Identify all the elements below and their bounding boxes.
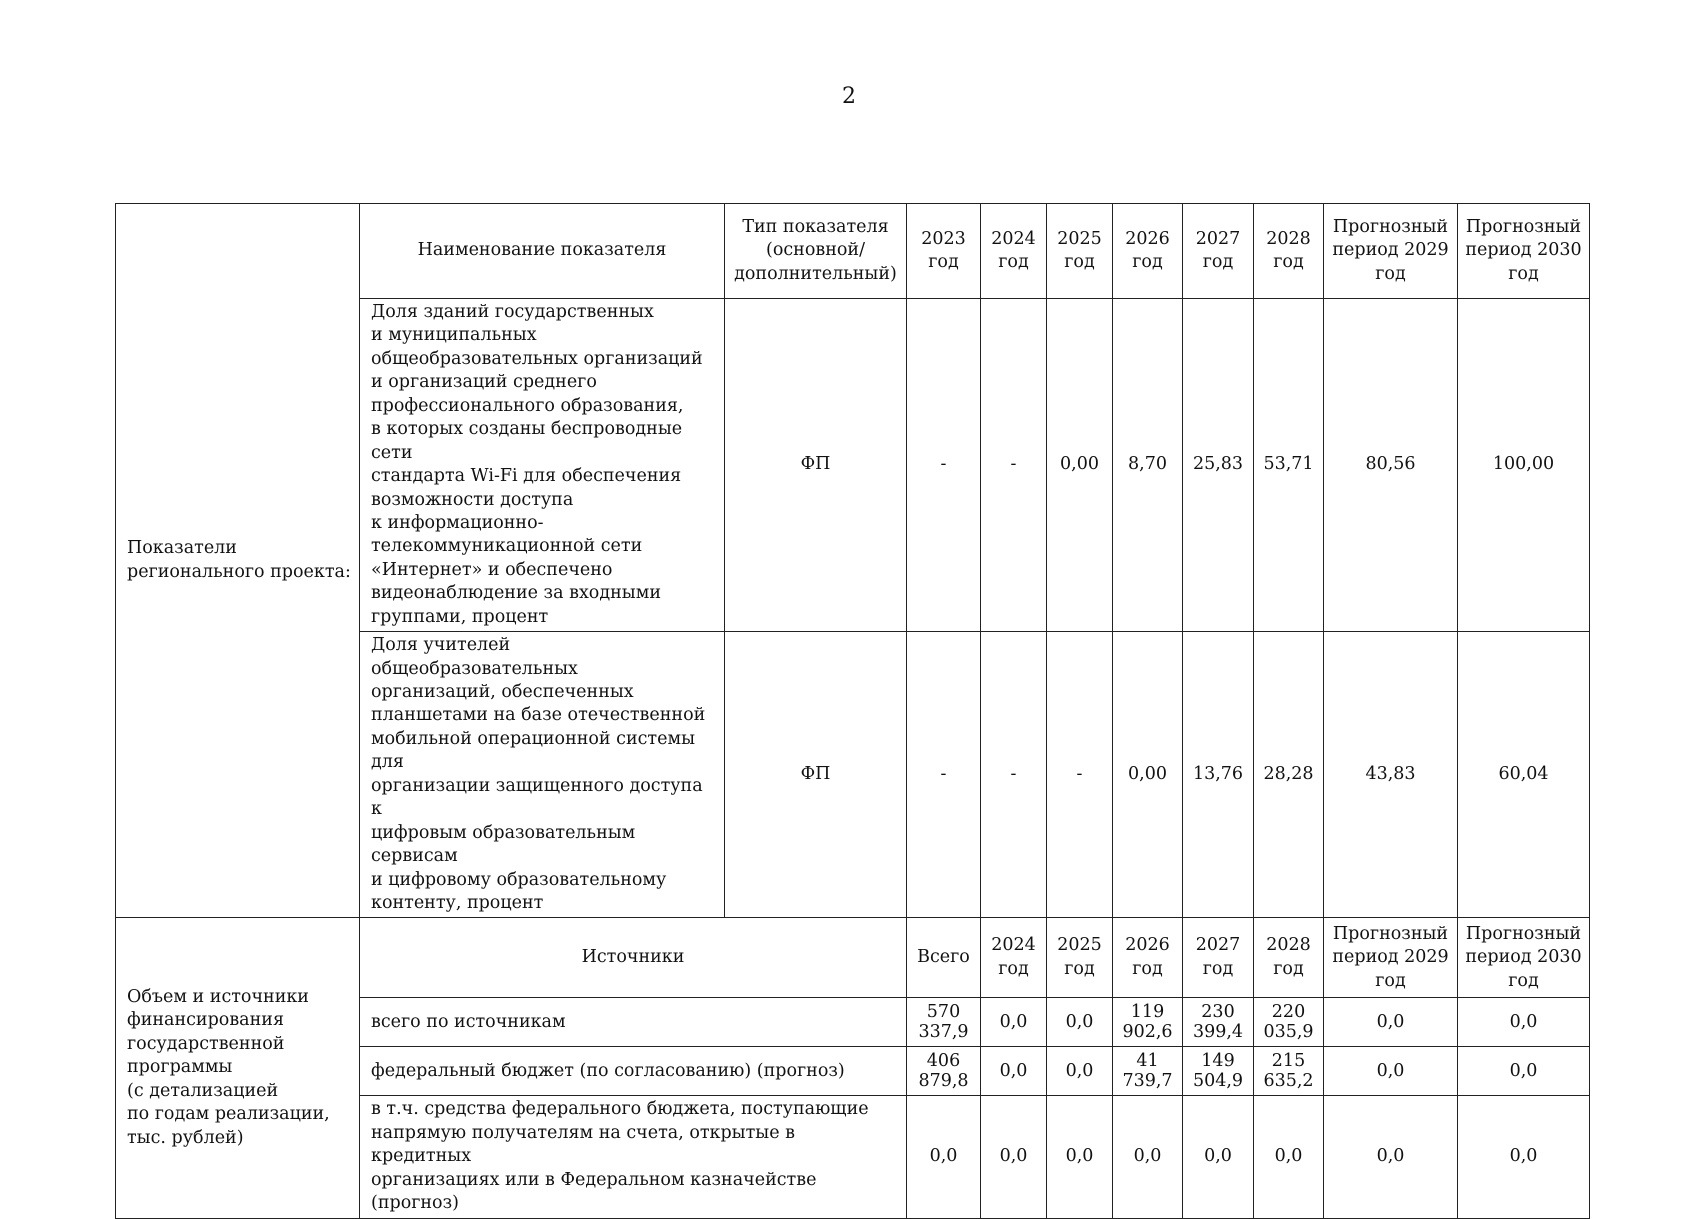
value-cell: 0,0	[1113, 1096, 1183, 1218]
value-cell: 53,71	[1254, 299, 1324, 632]
value-cell: 149 504,9	[1183, 1047, 1254, 1096]
financing-header-row	[116, 918, 1590, 998]
value-cell: 13,76	[1183, 632, 1254, 918]
value-cell: -	[981, 299, 1047, 632]
value-cell: 0,0	[907, 1096, 981, 1218]
value-cell: -	[1047, 632, 1113, 918]
value-cell: 220 035,9	[1254, 998, 1324, 1047]
header-forecast-2029: Прогнозный период 2029 год	[1324, 918, 1458, 998]
value-cell: 41 739,7	[1113, 1047, 1183, 1096]
value-cell: 0,0	[1047, 998, 1113, 1047]
value-cell: 60,04	[1458, 632, 1590, 918]
value-cell: 119 902,6	[1113, 998, 1183, 1047]
header-year-2024: 2024 год	[981, 918, 1047, 998]
header-year-2027: 2027 год	[1183, 204, 1254, 299]
header-sources: Источники	[360, 918, 907, 998]
value-cell: 0,0	[1183, 1096, 1254, 1218]
header-year-2028: 2028 год	[1254, 204, 1324, 299]
source-name: федеральный бюджет (по согласованию) (прогноз)	[360, 1047, 907, 1096]
passport-table	[115, 203, 1590, 1219]
header-year-2024: 2024 год	[981, 204, 1047, 299]
indicator-type: ФП	[725, 632, 907, 918]
indicator-name: Доля учителей общеобразовательных организаций, обеспеченных планшетами на базе отечественной мобильной операционной системы для организации защищенного доступа к цифровым образовательным сервисам и цифровому образовательному контенту, процент	[360, 632, 725, 918]
value-cell: 0,0	[1047, 1096, 1113, 1218]
value-cell: 570 337,9	[907, 998, 981, 1047]
value-cell: 25,83	[1183, 299, 1254, 632]
value-cell: 0,0	[1458, 1096, 1590, 1218]
value-cell: 0,0	[1254, 1096, 1324, 1218]
value-cell: 100,00	[1458, 299, 1590, 632]
value-cell: 215 635,2	[1254, 1047, 1324, 1096]
header-year-2026: 2026 год	[1113, 918, 1183, 998]
value-cell: 0,00	[1047, 299, 1113, 632]
header-forecast-2029: Прогнозный период 2029 год	[1324, 204, 1458, 299]
value-cell: 43,83	[1324, 632, 1458, 918]
header-year-2025: 2025 год	[1047, 918, 1113, 998]
value-cell: 0,0	[1047, 1047, 1113, 1096]
value-cell: 0,0	[1458, 998, 1590, 1047]
value-cell: 0,0	[981, 998, 1047, 1047]
value-cell: -	[981, 632, 1047, 918]
value-cell: 0,0	[981, 1096, 1047, 1218]
value-cell: 80,56	[1324, 299, 1458, 632]
value-cell: -	[907, 632, 981, 918]
header-total: Всего	[907, 918, 981, 998]
header-indicator-type: Тип показателя (основной/ дополнительный)	[725, 204, 907, 299]
header-year-2025: 2025 год	[1047, 204, 1113, 299]
value-cell: 0,0	[1324, 1096, 1458, 1218]
value-cell: 28,28	[1254, 632, 1324, 918]
page-number: 2	[842, 84, 856, 109]
source-name: в т.ч. средства федерального бюджета, поступающие напрямую получателям на счета, открытые в кредитных организациях или в Федеральном казначействе (прогноз)	[360, 1096, 907, 1218]
header-year-2023: 2023 год	[907, 204, 981, 299]
header-year-2027: 2027 год	[1183, 918, 1254, 998]
header-forecast-2030: Прогнозный период 2030 год	[1458, 918, 1590, 998]
header-year-2026: 2026 год	[1113, 204, 1183, 299]
value-cell: 406 879,8	[907, 1047, 981, 1096]
indicator-name: Доля зданий государственных и муниципальных общеобразовательных организаций и организаций среднего профессионального образования, в которых созданы беспроводные сети стандарта Wi-Fi для обеспечения возможности доступа к информационно- телекоммуникационной сети «Интернет» и обеспечено видеонаблюдение за входными группами, процент	[360, 299, 725, 632]
financing-section-label: Объем и источники финансирования государственной программы (с детализацией по годам реализации, тыс. рублей)	[116, 918, 360, 1218]
indicators-section-label: Показатели регионального проекта:	[116, 204, 360, 918]
value-cell: 230 399,4	[1183, 998, 1254, 1047]
value-cell: 8,70	[1113, 299, 1183, 632]
source-name: всего по источникам	[360, 998, 907, 1047]
header-indicator-name: Наименование показателя	[360, 204, 725, 299]
indicators-header-row	[116, 204, 1590, 299]
value-cell: 0,0	[1458, 1047, 1590, 1096]
value-cell: 0,0	[981, 1047, 1047, 1096]
value-cell: 0,0	[1324, 998, 1458, 1047]
value-cell: -	[907, 299, 981, 632]
indicator-type: ФП	[725, 299, 907, 632]
header-forecast-2030: Прогнозный период 2030 год	[1458, 204, 1590, 299]
value-cell: 0,0	[1324, 1047, 1458, 1096]
header-year-2028: 2028 год	[1254, 918, 1324, 998]
value-cell: 0,00	[1113, 632, 1183, 918]
